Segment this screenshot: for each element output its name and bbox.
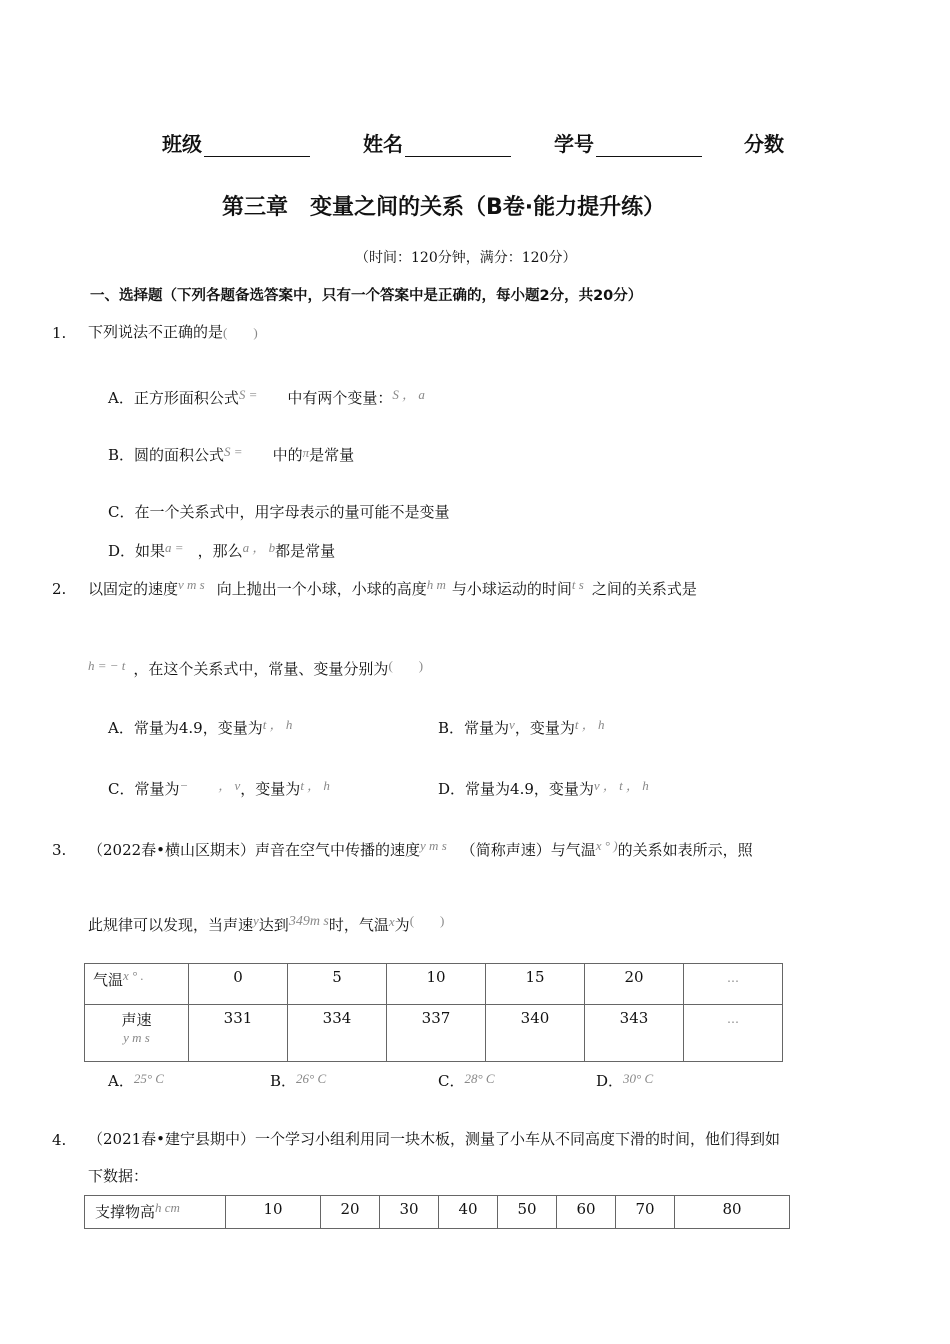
table-cell: 5 [288, 964, 387, 1005]
q3-table [84, 963, 783, 1062]
name-label: 姓名 [363, 132, 403, 156]
speed-label: 声速 [121, 1011, 152, 1029]
q2-option-b[interactable]: B．常量为v，变量为t ， h [438, 717, 605, 737]
class-label: 班级 [162, 132, 202, 156]
id-label: 学号 [554, 132, 594, 156]
q3-number: 3. [52, 841, 67, 859]
table-cell: 20 [321, 1196, 380, 1229]
table-cell: 340 [486, 1005, 585, 1062]
q2-option-d[interactable]: D．常量为4.9，变量为v ， t ， h [438, 778, 649, 798]
q1-number: 1. [52, 324, 67, 342]
section-heading: 一、选择题（下列各题备选答案中，只有一个答案中是正确的，每小题2分，共20分） [90, 288, 643, 304]
q2-stem-line2: h = − t ，在这个关系式中，常量、变量分别为( ) [88, 658, 424, 678]
q4-stem-line2: 下数据： [88, 1167, 149, 1185]
table-cell: 50 [498, 1196, 557, 1229]
id-blank[interactable] [596, 136, 702, 157]
page-subtitle: （时间：120分钟，满分：120分） [355, 250, 577, 266]
id-field[interactable] [554, 128, 702, 157]
table-cell: 15 [486, 964, 585, 1005]
table-cell: 334 [288, 1005, 387, 1062]
q2-stem-line1: 以固定的速度v m s 向上抛出一个小球，小球的高度h m 与小球运动的时间t s 之间的关系式是 [88, 577, 697, 598]
height-label: 支撑物高 [95, 1203, 156, 1221]
table-cell: 0 [189, 964, 288, 1005]
table-cell: 声速 y m s [85, 1005, 189, 1062]
q3-stem-line1: （2022春•横山区期末）声音在空气中传播的速度y m s （简称声速）与气温x ° )的关系如表所示，照 [88, 838, 753, 859]
q4-stem-line1: （2021春•建宁县期中）一个学习小组利用同一块木板，测量了小车从不同高度下滑的时间，他们得到如 [88, 1130, 781, 1148]
q3-option-a[interactable]: A．25° C [108, 1071, 164, 1090]
table-row [85, 964, 783, 1005]
table-cell: 20 [585, 964, 684, 1005]
table-cell: 337 [387, 1005, 486, 1062]
class-field[interactable] [162, 128, 310, 157]
table-cell: 10 [387, 964, 486, 1005]
q4-number: 4. [52, 1131, 67, 1149]
table-cell: 气温x ° . [85, 964, 189, 1005]
q4-table [84, 1195, 790, 1229]
table-row [85, 1196, 790, 1229]
score-label: 分数 [744, 132, 784, 156]
class-blank[interactable] [204, 136, 310, 157]
q3-option-c[interactable]: C．28° C [438, 1071, 495, 1090]
q3-stem-line2: 此规律可以发现，当声速y达到349m s时，气温x为( ) [88, 913, 445, 934]
q1-option-a[interactable]: A．正方形面积公式S = 中有两个变量：S ， a [108, 387, 425, 407]
table-cell: 支撑物高h cm [85, 1196, 226, 1229]
q3-option-b[interactable]: B．26° C [270, 1071, 327, 1090]
q1-option-d[interactable]: D．如果a = ，那么a ， b都是常量 [108, 540, 336, 560]
table-cell: 80 [675, 1196, 790, 1229]
table-cell: 70 [616, 1196, 675, 1229]
q1-stem: 下列说法不正确的是( ) [88, 323, 258, 341]
table-cell: 60 [557, 1196, 616, 1229]
table-cell: … [684, 964, 783, 1005]
name-blank[interactable] [405, 136, 511, 157]
temp-label: 气温 [93, 971, 124, 989]
q3-option-d[interactable]: D．30° C [596, 1071, 654, 1090]
q2-option-c[interactable]: C．常量为− ， v，变量为t ， h [108, 778, 330, 798]
q2-option-a[interactable]: A．常量为4.9，变量为t ， h [108, 717, 293, 737]
q1-option-c[interactable]: C．在一个关系式中，用字母表示的量可能不是变量 [108, 503, 450, 521]
table-cell: … [684, 1005, 783, 1062]
page-title: 第三章 变量之间的关系（B卷·能力提升练） [222, 195, 666, 220]
name-field[interactable] [363, 128, 511, 157]
table-cell: 331 [189, 1005, 288, 1062]
table-cell: 40 [439, 1196, 498, 1229]
table-cell: 30 [380, 1196, 439, 1229]
table-cell: 10 [226, 1196, 321, 1229]
q2-number: 2. [52, 580, 67, 598]
q1-option-b[interactable]: B．圆的面积公式S = 中的π是常量 [108, 444, 355, 464]
table-cell: 343 [585, 1005, 684, 1062]
table-row [85, 1005, 783, 1062]
